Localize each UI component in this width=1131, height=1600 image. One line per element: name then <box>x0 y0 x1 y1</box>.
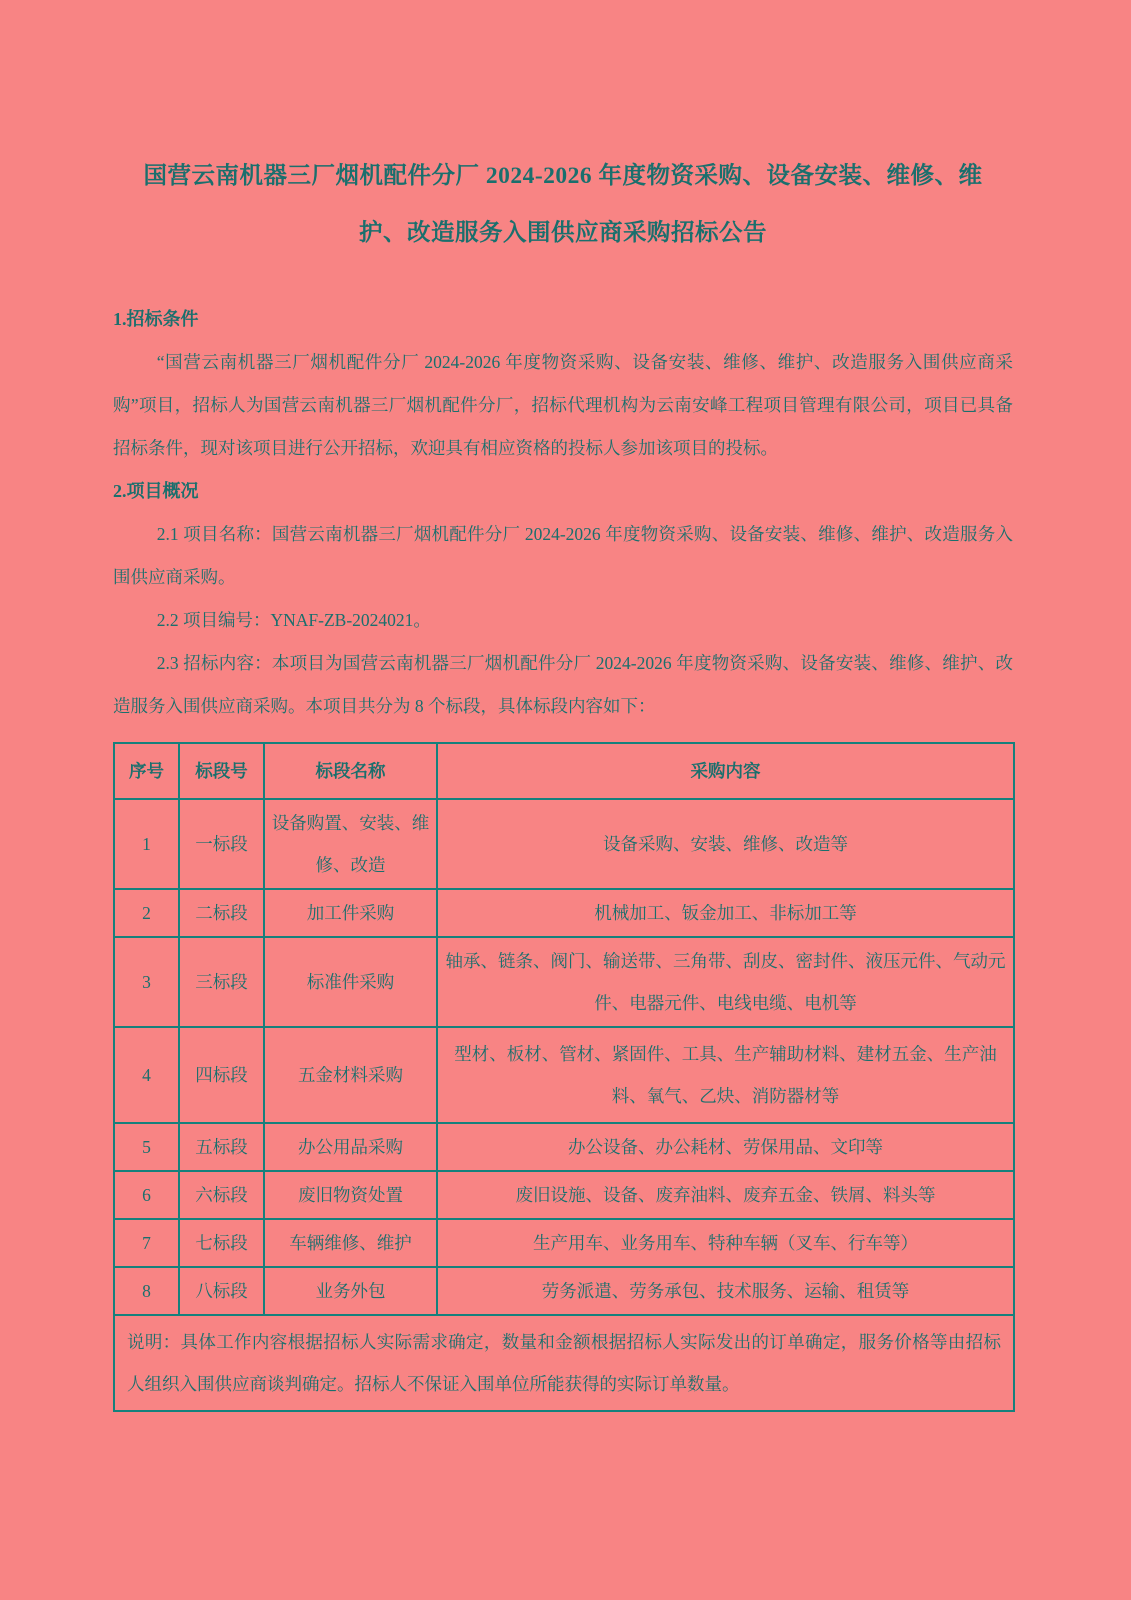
cell-section-no: 一标段 <box>179 799 264 889</box>
header-cell-seq: 序号 <box>114 743 179 799</box>
section-2-paragraph-bid-content: 2.3 招标内容：本项目为国营云南机器三厂烟机配件分厂 2024-2026 年度物资采购、设备安装、维修、维护、改造服务入围供应商采购。本项目共分为 8 个标段，具体标段内容如下： <box>113 653 1013 716</box>
section-1-heading: 1.招标条件 <box>113 309 199 329</box>
page-title: 国营云南机器三厂烟机配件分厂 2024-2026 年度物资采购、设备安装、维修、维护、改造服务入围供应商采购招标公告 <box>143 163 983 246</box>
cell-section-name: 办公用品采购 <box>264 1123 437 1171</box>
table-row <box>114 1171 1014 1219</box>
cell-section-no: 七标段 <box>179 1219 264 1267</box>
cell-section-name: 加工件采购 <box>264 889 437 937</box>
cell-seq: 2 <box>114 889 179 937</box>
header-cell-section-name: 标段名称 <box>264 743 437 799</box>
cell-content: 设备采购、安装、维修、改造等 <box>437 799 1014 889</box>
cell-section-no: 四标段 <box>179 1027 264 1123</box>
cell-content: 劳务派遣、劳务承包、技术服务、运输、租赁等 <box>437 1267 1014 1315</box>
cell-section-no: 三标段 <box>179 937 264 1027</box>
table-row <box>114 1027 1014 1123</box>
cell-section-no: 二标段 <box>179 889 264 937</box>
cell-content: 机械加工、钣金加工、非标加工等 <box>437 889 1014 937</box>
section-2-heading: 2.项目概况 <box>113 481 199 501</box>
table-row <box>114 1267 1014 1315</box>
table-row <box>114 1123 1014 1171</box>
cell-section-name: 标准件采购 <box>264 937 437 1027</box>
cell-section-no: 六标段 <box>179 1171 264 1219</box>
cell-content: 办公设备、办公耗材、劳保用品、文印等 <box>437 1123 1014 1171</box>
table-footnote: 说明：具体工作内容根据招标人实际需求确定，数量和金额根据招标人实际发出的订单确定，服务价格等由招标人组织入围供应商谈判确定。招标人不保证入围单位所能获得的实际订单数量。 <box>114 1315 1014 1411</box>
cell-section-name: 废旧物资处置 <box>264 1171 437 1219</box>
bid-sections-table <box>113 742 1015 1412</box>
header-cell-content: 采购内容 <box>437 743 1014 799</box>
table-row <box>114 889 1014 937</box>
cell-section-name: 车辆维修、维护 <box>264 1219 437 1267</box>
cell-content: 生产用车、业务用车、特种车辆（叉车、行车等） <box>437 1219 1014 1267</box>
cell-section-no: 八标段 <box>179 1267 264 1315</box>
section-2-paragraph-project-name: 2.1 项目名称：国营云南机器三厂烟机配件分厂 2024-2026 年度物资采购、设备安装、维修、维护、改造服务入围供应商采购。 <box>113 524 1013 587</box>
cell-seq: 8 <box>114 1267 179 1315</box>
section-2-paragraph-project-number: 2.2 项目编号：YNAF-ZB-2024021。 <box>156 610 431 630</box>
cell-section-name: 设备购置、安装、维修、改造 <box>264 799 437 889</box>
table-header-row <box>114 743 1014 799</box>
table-row <box>114 799 1014 889</box>
cell-section-name: 业务外包 <box>264 1267 437 1315</box>
cell-content: 轴承、链条、阀门、输送带、三角带、刮皮、密封件、液压元件、气动元件、电器元件、电线电缆、电机等 <box>437 937 1014 1027</box>
cell-content: 型材、板材、管材、紧固件、工具、生产辅助材料、建材五金、生产油料、氧气、乙炔、消防器材等 <box>437 1027 1014 1123</box>
section-1-paragraph: “国营云南机器三厂烟机配件分厂 2024-2026 年度物资采购、设备安装、维修、维护、改造服务入围供应商采购”项目，招标人为国营云南机器三厂烟机配件分厂，招标代理机构为云南安峰工程项目管理有限公司，项目已具备招标条件，现对该项目进行公开招标，欢迎具有相应资格的投标人参加该项目的投标。 <box>113 352 1013 458</box>
cell-content: 废旧设施、设备、废弃油料、废弃五金、铁屑、料头等 <box>437 1171 1014 1219</box>
cell-seq: 7 <box>114 1219 179 1267</box>
cell-section-no: 五标段 <box>179 1123 264 1171</box>
cell-seq: 6 <box>114 1171 179 1219</box>
cell-seq: 4 <box>114 1027 179 1123</box>
header-cell-section-no: 标段号 <box>179 743 264 799</box>
table-row <box>114 937 1014 1027</box>
cell-section-name: 五金材料采购 <box>264 1027 437 1123</box>
cell-seq: 3 <box>114 937 179 1027</box>
cell-seq: 5 <box>114 1123 179 1171</box>
table-footnote-row <box>114 1315 1014 1411</box>
table-row <box>114 1219 1014 1267</box>
cell-seq: 1 <box>114 799 179 889</box>
